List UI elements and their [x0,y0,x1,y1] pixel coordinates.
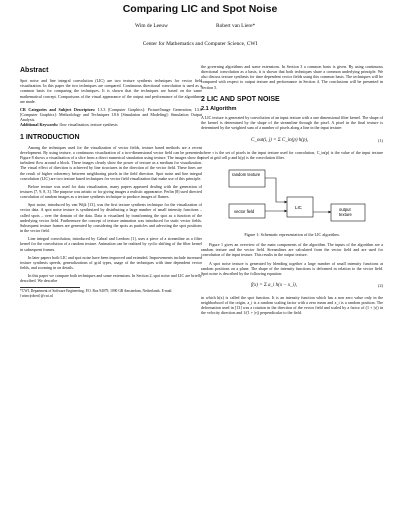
abstract-heading: Abstract [20,67,49,74]
intro-paragraph: In later papers both LIC and spot noise have been improved and extended. Improvements include increased texture synthesis speeds, generalizations of grid types, usage of the techniques with time dependent vector fields, and zooming in on details. [20,254,202,270]
equation-2-body: f(x) = Σ a_i h(x − x_i), [251,282,297,288]
cr-categories [20,107,202,128]
intro-paragraph: Spot noise, introduced by van Wijk [13], was the first texture synthesis technique for the visualization of vector data. A spot noise texture is synthesized by distributing a large number of small intensity functions – called spots – over the domain of the data. Data is visualized by transforming the spot as a function of the underlying vector field. Furthermore the concept of texture animation was introduced for static vector fields. Subsequent texture frames are generated by considering the spots as particles and advecting the spot positions in the vector field. [20,202,202,234]
algorithm-paragraph: where τ is the set of pixels in the input texture used for convolution, C_in(p) is the value of the input texture pixel at grid cell p and h(p) is the convolution filter. [201,149,383,160]
introduction-heading: 1 INTRODUCTION [20,133,80,141]
algorithm-paragraph: in which h(x) is called the spot function. It is an intensity function which has a non zero value only in the neighborhood of the origin, a_i is a random scaling factor with a zero mean and x_i is a random position. The deformation used in [13] was a rotation in the direction of the vector field and scaled by a factor of (1 + |v|) in the velocity direction and 1/(1 + |v|) perpendicular to the field. [201,294,383,316]
intro-paragraph: Before texture was used for data visualization, many papers appeared dealing with the generation of textures [7, 9, 8, 3]. The purpose was artistic or for giving images a realistic appearance. Perlin [8] used directed convolution of random images as a texture synthesis technique to produce images of flames. [20,183,202,200]
output-texture-label-line2: texture [339,211,352,217]
intro-continued: the governing algorithms and some extensions. In Section 3 a common basis is given. By using continuous directional convolution as a basis, it is shown that both techniques share a common underlying principle. We also discuss texture synthesis for time dependent vector fields using this common basis. The techniques will be compared with respect to output texture and performance in Section 4. The conclusions will be presented in Section 5. [201,64,383,90]
output-texture-label-line1: output [339,206,351,212]
cr-text: I.3.3 [Computer Graphics]: Picture/Image Generation; I.3.6 [Computer Graphics]: Methodology and Techniques I.8.6 [Simulation and Modeling]: Simulation Output Analysis. [20,106,202,123]
equation-2 [201,279,383,295]
equation-1-body: C_out(i, j) = Σ C_in(p) h(p), [251,137,309,143]
section-2-heading: 2 LIC AND SPOT NOISE [201,95,280,103]
section-2-1-heading: 2.1 Algorithm [201,105,237,112]
intro-paragraph: Among the techniques used for the visualization of vector fields, texture based methods are a recent development. By using texture, a continuous visualization of a two-dimensional vector field can be presented. Figure 8 shows a visualization of a slice from a direct numerical simulation using texture. The images show the turbulent flow around a block. These images clearly show the power of texture as a medium for visualization. The visual effect of direction is achieved by line structures in the direction of the vector field. These lines are the result of higher coherency between neighboring pixels in the field direction. Spot noise and line integral convolution (LIC) are two texture based techniques for vector field visualization that make use of this principle. [20,144,202,181]
keywords-label: Additional Keywords: [20,122,59,128]
author-1: Wim de Leeuw [135,23,169,29]
output-texture-label [339,207,352,217]
vector-field-label: vector field [234,208,255,214]
affiliation: Center for Mathematics and Computer Science, CWI [142,41,258,47]
arrow-texture-to-lic [265,178,287,202]
equation-2-number: (2) [378,282,383,288]
author-2: Robert van Liere* [216,23,256,29]
lic-schematic-figure [201,164,383,230]
algorithm-paragraph: A LIC texture is generated by convolution of an input texture with a one dimensional filter kernel. The shape of the kernel is determined by the shape of the streamline through the pixel. A pixel in the final texture is determined by the weighted sum of a number of pixels along a line in the input texture: [201,115,383,131]
equation-1-number: (1) [378,137,383,143]
footnote: *CWI, Department of Software Engineering, P.O. Box 94079, 1090 GB Amsterdam, Netherlands. E-mail: {wimc|robert}@cwi.nl [20,289,173,298]
lic-schematic-diagram [201,164,383,230]
intro-paragraph: In this paper we compare both techniques and some extensions. In Section 2, spot noise and LIC are briefly described. We describe [20,273,202,284]
algorithm-paragraph: Figure 1 gives an overview of the main components of the algorithm. The inputs of the algorithm are a random texture and the vector field. Streamlines are calculated from the vector field and are used for convolution of the input texture. This results in the output texture. [201,242,383,258]
random-texture-label: random texture [232,171,261,177]
cr-label: CR Categories and Subject Descriptors: [20,106,96,112]
intro-paragraph: Line integral convolution, introduced by Cabral and Leedom [1], uses a piece of a streamline as a filter kernel for the convolution of a random texture. Animation can be realized by cyclic shifting of the filter kernel in subsequent frames. [20,236,202,252]
abstract-text: Spot noise and line integral convolution (LIC) are two texture synthesis techniques for vector field visualization. In this paper the two techniques are compared. Continuous directional convolution is used as a common basis for comparing the techniques. It is shown that the techniques are based on the same mathematical concept. Comparisons of the visual appearance of the output and performance of the algorithms are made. [20,78,202,104]
figure-1-caption: Figure 1: Schematic representation of the LIC algorithm. [244,231,340,237]
keywords-text: flow visualization, texture synthesis [59,122,118,128]
left-column [20,64,202,298]
right-column [201,64,383,319]
lic-label: LIC [295,204,302,210]
algorithm-paragraph: A spot noise texture is generated by blending together a large number of small intensity functions at random positions on a plane. The shape of the intensity functions is deformed in relation to the vector field. Spot noise is described by the following equation: [201,260,383,276]
equation-1 [201,134,383,150]
paper-title: Comparing LIC and Spot Noise [122,3,278,15]
